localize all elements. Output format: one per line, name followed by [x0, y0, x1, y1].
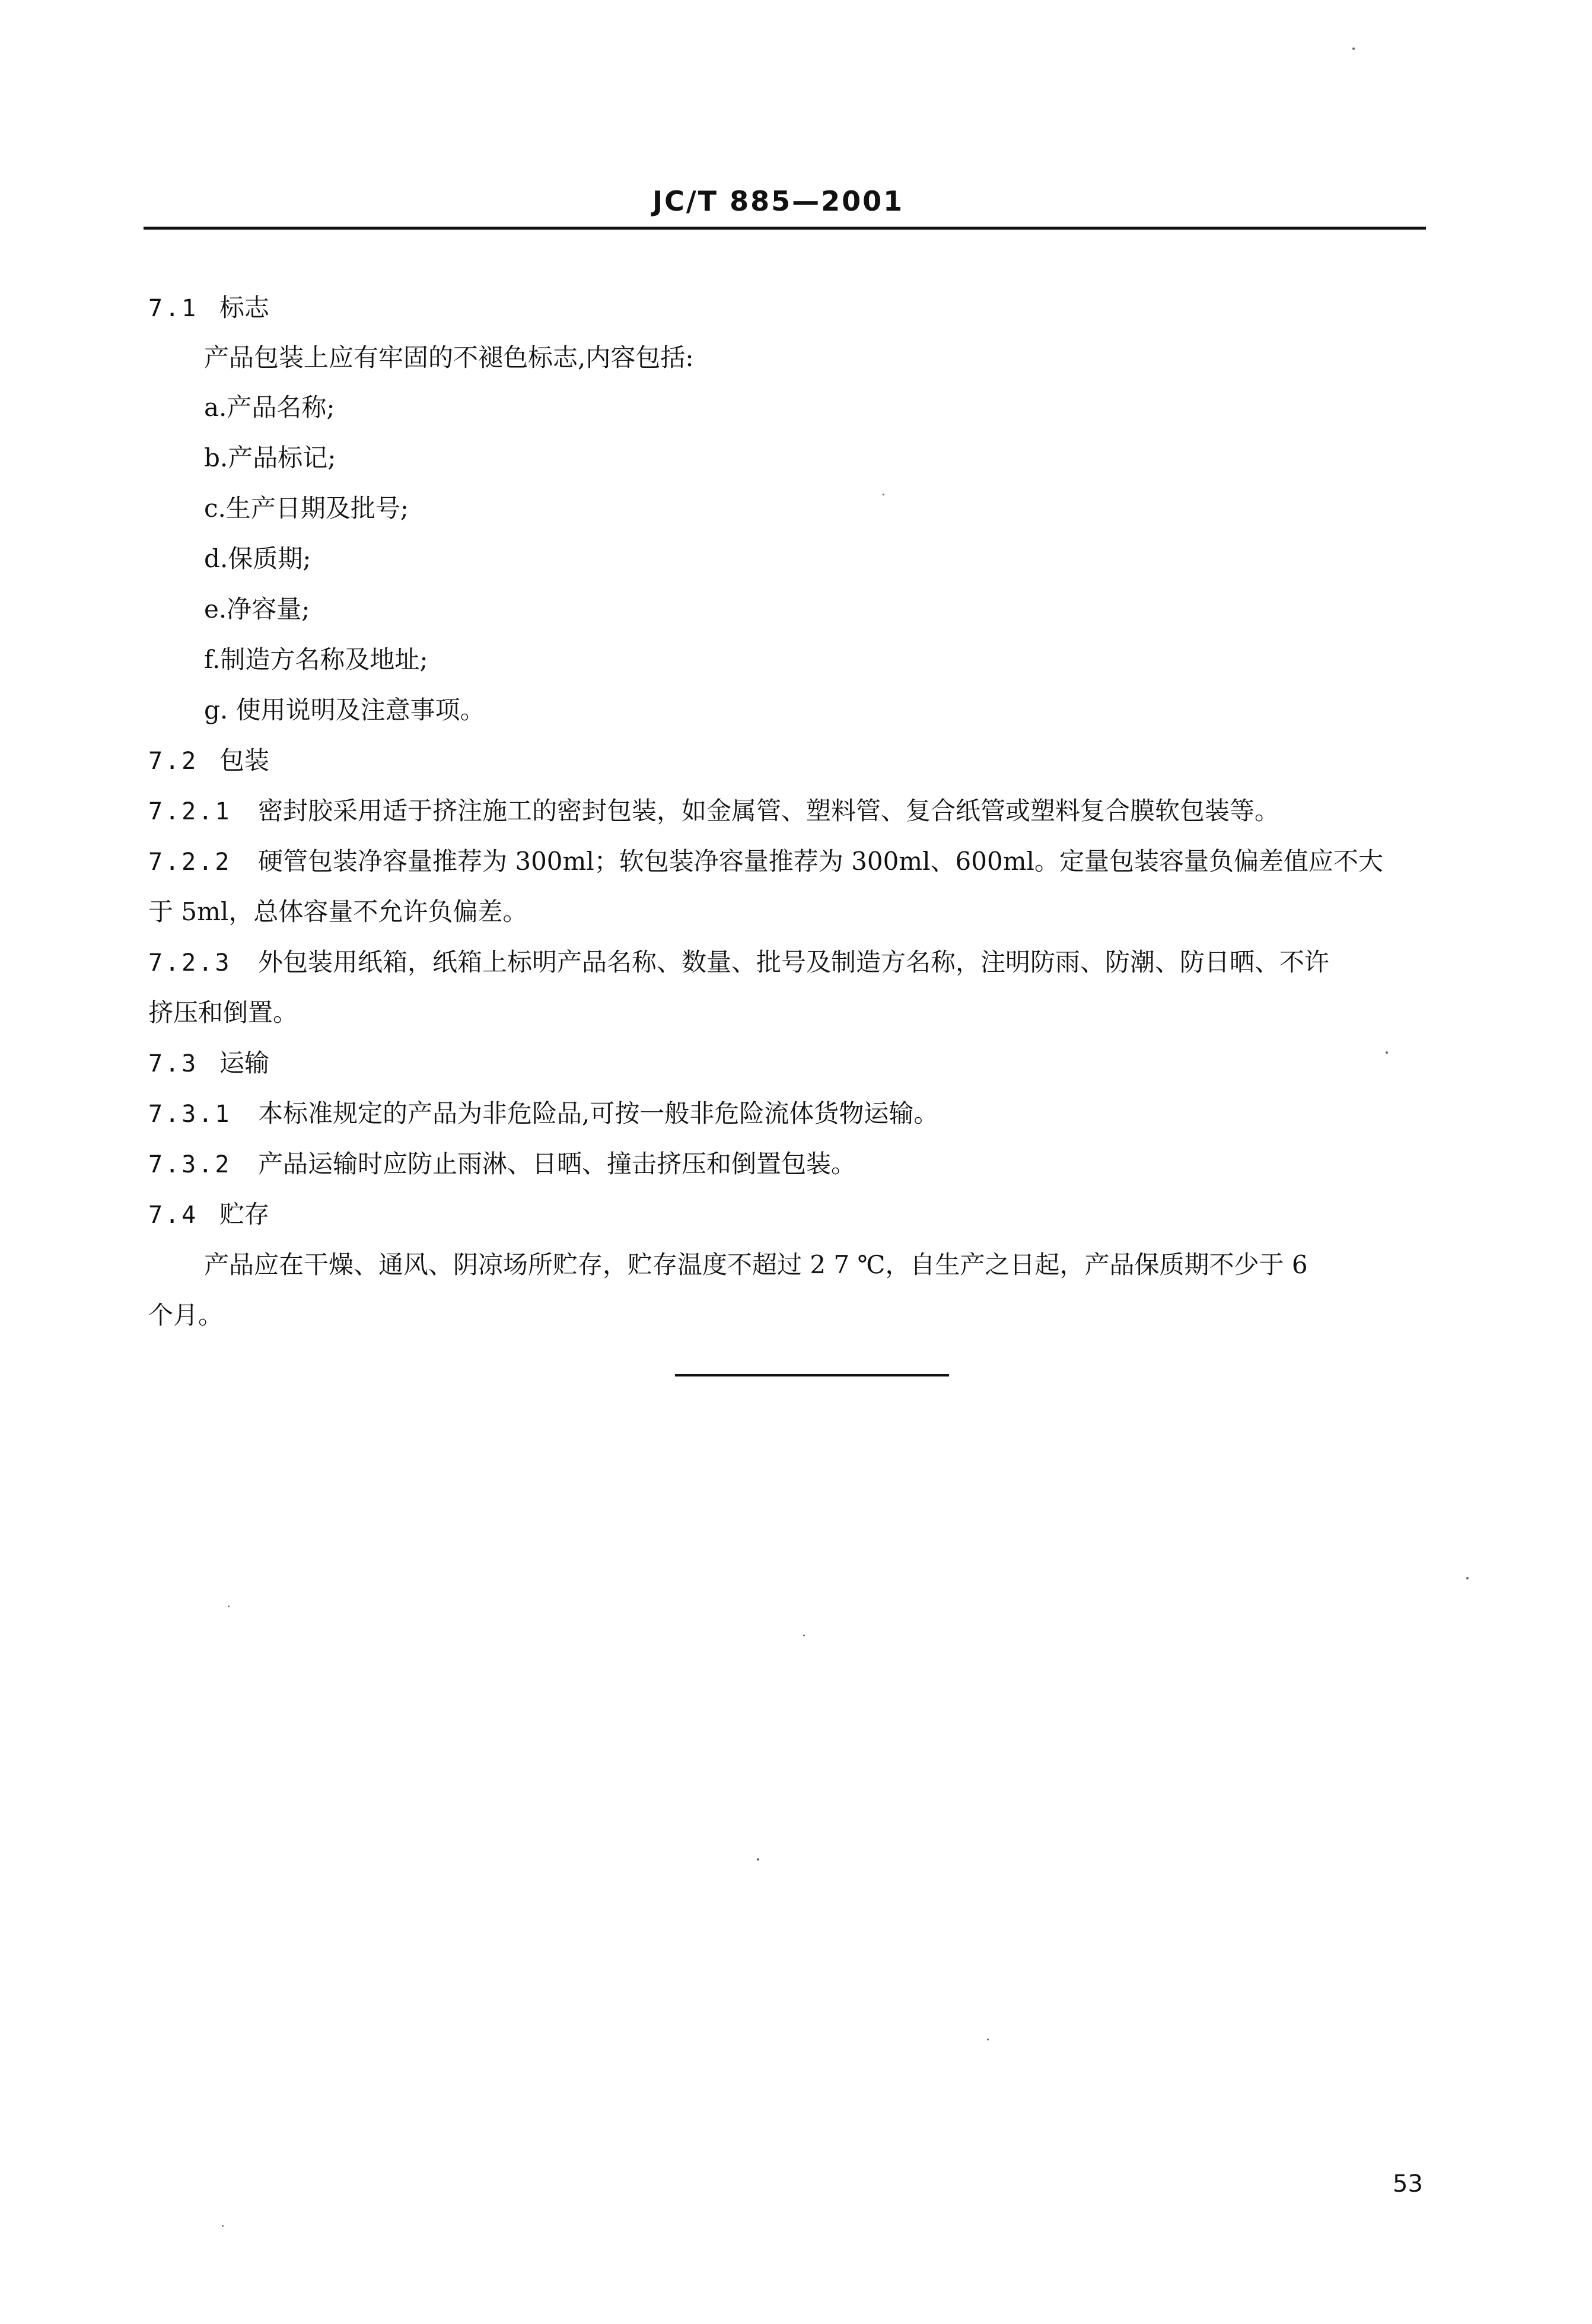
- list-item: e.净容量;: [204, 594, 310, 624]
- scan-speck: [803, 1635, 805, 1636]
- section-title: 运输: [219, 1048, 270, 1077]
- section-number: 7.3: [148, 1050, 199, 1077]
- clause-7-3-1: [148, 1101, 938, 1126]
- section-7-4-text: 产品应在干燥、通风、阴凉场所贮存，贮存温度不超过 2 7 ℃，自生产之日起，产品保质期不少于 6: [204, 1250, 1308, 1279]
- scan-speck: [757, 1858, 759, 1861]
- scan-speck: [222, 2225, 224, 2227]
- list-item: f.制造方名称及地址;: [204, 645, 428, 674]
- clause-7-2-2-continuation: 于 5ml，总体容量不允许负偏差。: [148, 897, 528, 926]
- clause-text: 硬管包装净容量推荐为 300ml；软包装净容量推荐为 300ml、600ml。定量包装容量负偏差值应不大: [258, 847, 1383, 876]
- clause-number: 7.3.1: [148, 1101, 232, 1128]
- standard-code-header: JC/T 885—2001: [652, 185, 905, 217]
- clause-text: 密封胶采用适于挤注施工的密封包装，如金属管、塑料管、复合纸管或塑料复合膜软包装等。: [258, 796, 1280, 825]
- section-title: 贮存: [219, 1200, 270, 1229]
- scan-speck: [1386, 1051, 1388, 1054]
- clause-7-2-3: [148, 950, 1329, 975]
- clause-7-2-2: [148, 849, 1383, 874]
- section-title: 包装: [219, 746, 270, 775]
- section-7-1-intro: 产品包装上应有牢固的不褪色标志,内容包括:: [204, 343, 694, 372]
- clause-7-3-2: [148, 1149, 857, 1178]
- clause-text: 产品运输时应防止雨淋、日晒、撞击挤压和倒置包装。: [258, 1149, 857, 1178]
- scan-speck: [1352, 47, 1355, 50]
- scan-speck: [1466, 1577, 1469, 1579]
- section-number: 7.4: [148, 1201, 199, 1229]
- scan-speck: [883, 494, 884, 495]
- list-item: c.生产日期及批号;: [204, 494, 409, 523]
- section-7-1-heading: [148, 295, 269, 320]
- section-7-4-heading: [148, 1202, 269, 1227]
- page-number: 53: [1393, 2170, 1423, 2198]
- list-item: a.产品名称;: [204, 393, 335, 422]
- clause-number: 7.2.3: [148, 949, 232, 977]
- list-item: d.保质期;: [204, 544, 311, 573]
- scan-speck: [228, 1606, 230, 1607]
- section-number: 7.2: [148, 748, 199, 775]
- section-number: 7.1: [148, 295, 199, 322]
- clause-text: 外包装用纸箱，纸箱上标明产品名称、数量、批号及制造方名称，注明防雨、防潮、防日晒、不许: [258, 948, 1330, 977]
- end-of-text-rule: [675, 1374, 949, 1376]
- clause-number: 7.3.2: [148, 1151, 232, 1178]
- clause-7-2-3-continuation: 挤压和倒置。: [148, 998, 298, 1027]
- list-item: b.产品标记;: [204, 443, 336, 472]
- clause-number: 7.2.1: [148, 798, 232, 825]
- clause-number: 7.2.2: [148, 848, 232, 876]
- clause-7-2-1: [148, 796, 1280, 825]
- scan-speck: [987, 2039, 989, 2040]
- section-title: 标志: [219, 293, 270, 322]
- section-7-4-continuation: 个月。: [148, 1301, 224, 1330]
- clause-text: 本标准规定的产品为非危险品,可按一般非危险流体货物运输。: [258, 1099, 939, 1128]
- section-7-2-heading: [148, 748, 269, 773]
- list-item: g. 使用说明及注意事项。: [204, 695, 485, 724]
- section-7-3-heading: [148, 1048, 270, 1077]
- header-rule: [144, 227, 1426, 230]
